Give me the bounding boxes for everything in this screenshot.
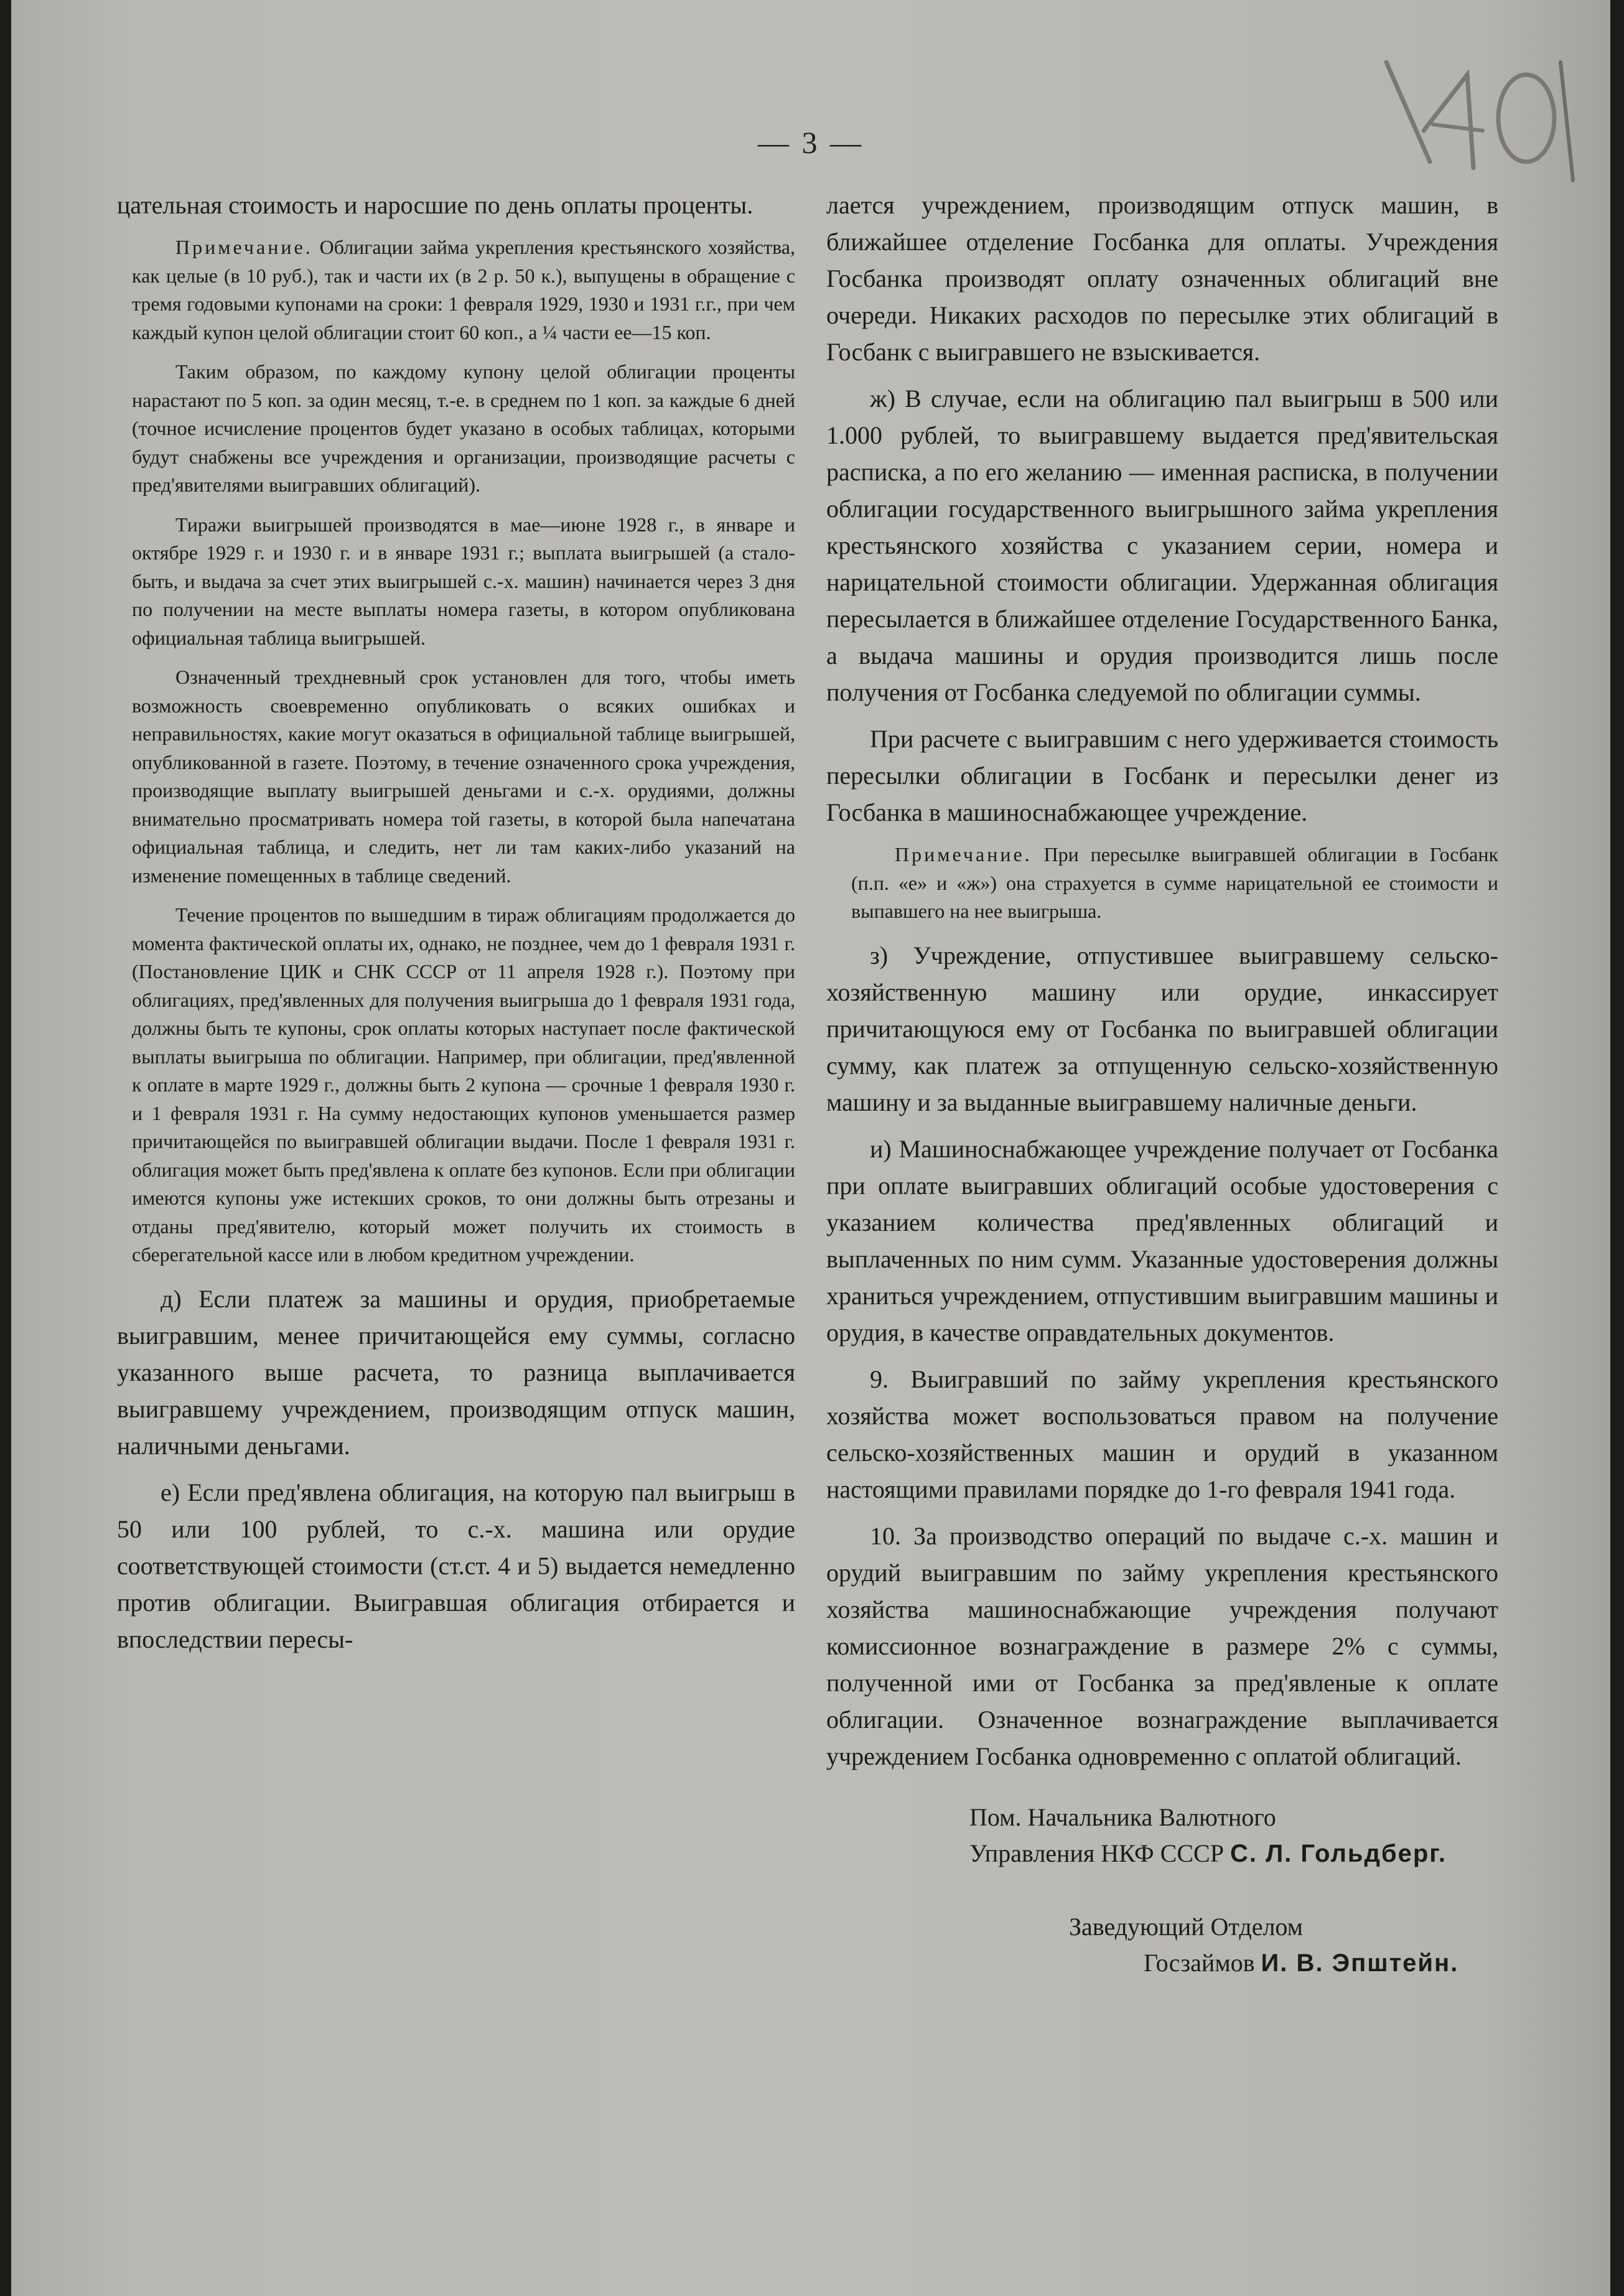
left-column [117,187,795,1668]
note-coupons [117,233,795,347]
note-insurance [826,841,1498,926]
signature-name: С. Л. Гольдберг. [1230,1839,1447,1867]
note-draw-schedule: Тиражи выигрышей производятся в мае—июне 1928 г., в январе и октябре 1929 г. и 1930 г. и в январе 1931 г.; выплата выигрышей (а стало-быть, и выдача за счет этих выигрышей с.-х. машин) начинается через 3 дня по получении на месте выплаты номера газеты, в котором опубликована официальная таблица выигрышей. [132,513,795,649]
right-column [826,187,1498,1981]
paragraph-interest-continuation: цательная стоимость и наросшие по день оплаты проценты. [117,191,754,219]
paragraph-calculation: При расчете с выигравшим с него удерживается стоимость пересылки облигации в Госбанк и пересылки денег из Госбанка в машиноснабжающее учреждение. [826,725,1498,826]
handwritten-page-number [1374,37,1585,199]
note-interest-period: Течение процентов по вышедшим в тираж облигациям продолжается до момента фактической оплаты их, однако, не позднее, чем до 1 февраля 1931 г. (Постановление ЦИК и СНК СССР от 11 апреля 1928 г.). Поэтому при облигациях, пред'явленных для получения выигрыша до 1 февраля 1931 года, должны быть те купоны, срок оплаты которых наступает после фактической выплаты выигрыша по облигации. Например, при облигации, пред'явленной к оплате в марте 1929 г., должны быть 2 купона — срочные 1 февраля 1930 г. и 1 февраля 1931 г. На сумму недостающих купонов уменьшается размер причитающейся по выигравшей облигации выдачи. После 1 февраля 1931 г. облигация может быть пред'явлена к оплате без купонов. Если при облигации имеются купоны уже истекших сроков, то они должны быть отрезаны и отданы пред'явителю, который может получить их стоимость в сберегательной кассе или в любом кредитном учреждении. [132,903,795,1266]
signature-title-line2: Управления НКФ СССР [969,1839,1224,1867]
paragraph-d: д) Если платеж за машины и орудия, приобретаемые выигравшим, менее причитающейся ему суммы, согласно указанного выше расчета, то разница выплачивается выигравшему учреждением, производящим отпуск машин, наличными деньгами. [117,1284,795,1460]
note-label: Примечание. [895,843,1032,866]
note-insurance-text: При пересылке выигравшей облигации в Госбанк (п.п. «е» и «ж») она страхуется в сумме нарицательной ее стоимости и выпавшего на нее выигрыша. [851,843,1499,922]
page-number: — 3 — [758,125,864,160]
signature-title-line1: Пом. Начальника Валютного [969,1803,1276,1831]
paragraph-z: з) Учреждение, отпустившее выигравшему сельско-хозяйственную машину или орудие, инкассирует причитающуюся ему от Госбанка по выигравшей облигации сумму, как платеж за отпущенную сельско-хозяйственную машину и за выданные выигравшему наличные деньги. [826,941,1498,1116]
paragraph-10: 10. За производство операций по выдаче с.-х. машин и орудий выигравшим по займу укрепления крестьянского хозяйства машиноснабжающие учреждения получают комиссионное вознаграждение в размере 2% с суммы, полученной ими от Госбанка за пред'явленые к оплате облигации. Означенное вознаграждение выплачивается учреждением Госбанка одновременно с оплатой облигаций. [826,1521,1498,1770]
note-three-day-term: Означенный трехдневный срок установлен для того, чтобы иметь возможность своевременно опубликовать о всяких ошибках и неправильностях, какие могут оказаться в официальной таблице выигрышей, опубликованной в газете. Поэтому, в течение означенного срока учреждения, производящие выплату выигрышей деньгами и с.-х. орудиями, должны внимательно просматривать номера той газеты, в которой была напечатана официальная таблица, и следить, нет ли там каких-либо указаний на изменение помещенных в таблице сведений. [132,666,795,887]
signature-name: И. В. Эпштейн. [1261,1949,1459,1977]
signature-block-epstein [826,1909,1498,1981]
paragraph-zh: ж) В случае, если на облигацию пал выигрыш в 500 или 1.000 рублей, то выигравшему выдается пред'явительская расписка, а по его желанию — именная расписка, в получении облигации государственного выигрышного займа укрепления крестьянского хозяйства с указанием серии, номера и нарицательной стоимости облигации. Удержанная облигация пересылается в ближайшее отделение Государственного Банка, а выдача машины и орудия производится лишь после получения от Госбанка следуемой по облигации суммы. [826,385,1498,706]
signature-title-line2: Госзаймов [1144,1948,1255,1977]
paragraph-9: 9. Выигравший по займу укрепления крестьянского хозяйства может воспользоваться правом на получение сельско-хозяйственных машин и орудий в указанном настоящими правилами порядке до 1-го февраля 1941 года. [826,1365,1498,1503]
signature-title-line1: Заведующий Отделом [1069,1912,1303,1941]
signature-block-goldberg [826,1799,1498,1872]
note-coupons-text: Облигации займа укрепления крестьянского хозяйства, как целые (в 10 руб.), так и части их (в 2 р. 50 к.), выпущены в обращение с тремя годовыми купонами на сроки: 1 февраля 1929, 1930 и 1931 г.г., при чем каждый купон целой облигации стоит 60 коп., а ¼ части ее—15 коп. [132,236,796,343]
note-label: Примечание. [175,236,313,258]
note-interest-accrual: Таким образом, по каждому купону целой облигации проценты нарастают по 5 коп. за один месяц, т.-е. в среднем по 1 коп. за каждые 6 дней (точное исчисление процентов будет указано в особых таблицах, которыми будут снабжены все учреждения и организации, производящие расчеты с пред'явителями выигравших облигаций). [132,360,795,496]
paragraph-i: и) Машиноснабжающее учреждение получает от Госбанка при оплате выигравших облигаций особые удостоверения с указанием количества пред'явленных облигаций и выплаченных по ним сумм. Указанные удостоверения должны храниться учреждением, отпустившим выигравшим машины и орудия, в качестве оправдательных документов. [826,1134,1498,1346]
document-page [11,0,1610,2296]
paragraph-e: е) Если пред'явлена облигация, на которую пал выигрыш в 50 или 100 рублей, то с.-х. машина или орудие соответствующей стоимости (ст.ст. 4 и 5) выдается немедленно против облигации. Выигравшая облигация отбирается и впоследствии пересы- [117,1478,795,1653]
paragraph-e-continuation: лается учреждением, производящим отпуск машин, в ближайшее отделение Госбанка для оплаты. Учреждения Госбанка производят оплату означенных облигаций вне очереди. Никаких расходов по пересылке этих облигаций в Госбанк с выигравшего не взыскивается. [826,191,1498,366]
